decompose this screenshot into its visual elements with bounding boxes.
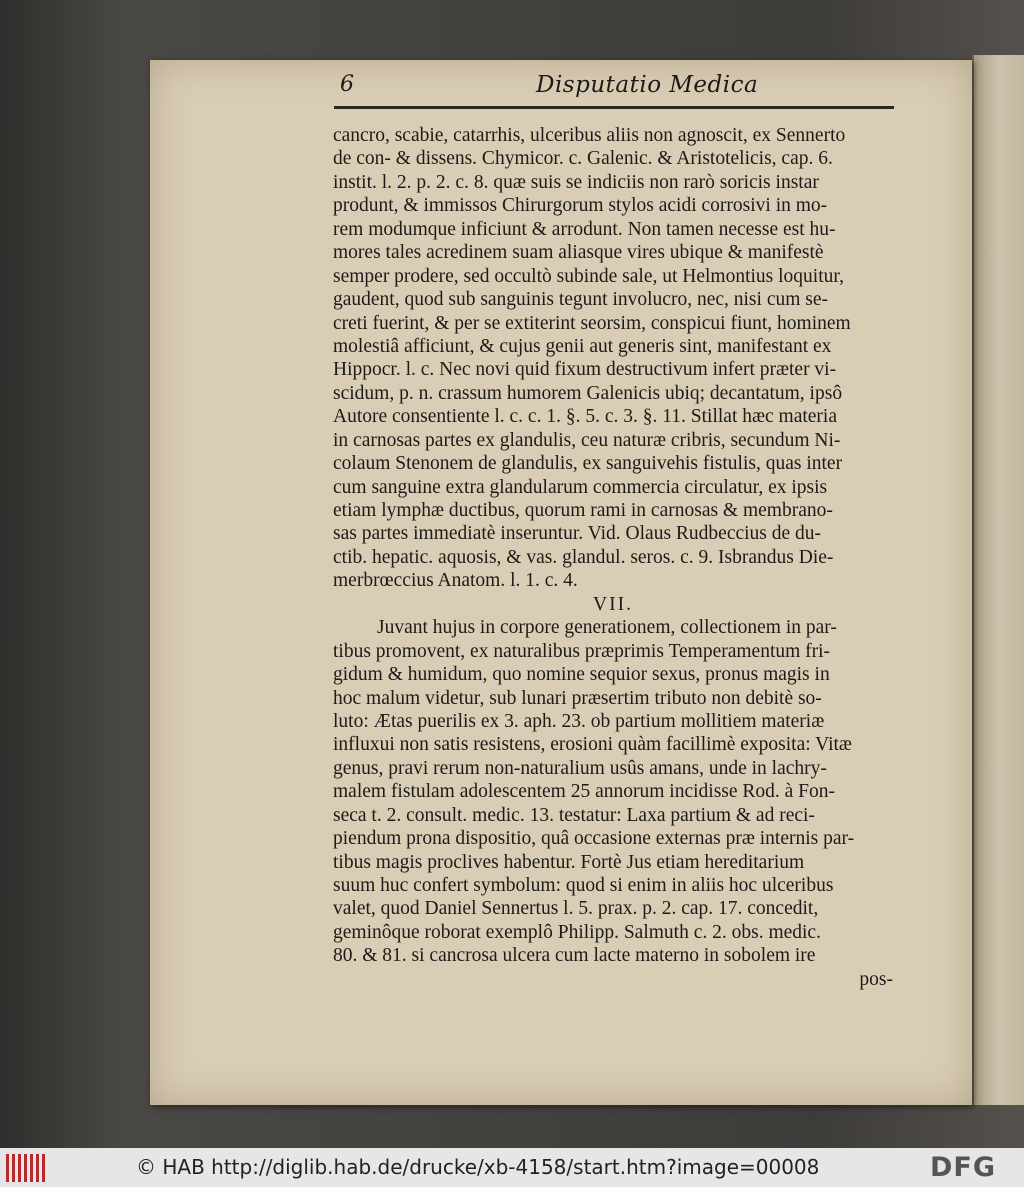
- text-line: 80. & 81. si cancrosa ulcera cum lacte materno in sobolem ire: [333, 945, 816, 967]
- text-line: tibus magis proclives habentur. Fortè Jus etiam hereditarium: [333, 851, 805, 873]
- section-heading: VII.: [593, 593, 633, 615]
- text-line: produnt, & immissos Chirurgorum stylos acidi corrosivi in mo-: [333, 195, 828, 217]
- text-line: Autore consentiente l. c. c. 1. §. 5. c. 3. §. 11. Stillat hæc materia: [333, 406, 837, 428]
- page-number: 6: [340, 72, 354, 97]
- text-line: tibus promovent, ex naturalibus præprimis Temperamentum fri-: [333, 640, 831, 662]
- hab-logo-icon[interactable]: [6, 1154, 46, 1182]
- text-line: mores tales acredinem suam aliasque vires ubique & manifestè: [333, 242, 824, 264]
- catchword: pos-: [859, 968, 893, 990]
- text-line: piendum prona dispositio, quâ occasione externas præ internis par-: [333, 828, 855, 850]
- text-line: scidum, p. n. crassum humorem Galenicis ubiq; decantatum, ipsô: [333, 382, 843, 404]
- text-line: in carnosas partes ex glandulis, ceu naturæ cribris, secundum Ni-: [333, 429, 841, 451]
- text-line: influxui non satis resistens, erosioni quàm facillimè exposita: Vitæ: [333, 734, 852, 756]
- text-line: etiam lymphæ ductibus, quorum rami in carnosas & membrano-: [333, 500, 833, 521]
- text-line: Hippocr. l. c. Nec novi quid fixum destructivum infert præter vi-: [333, 359, 837, 381]
- header-rule: [334, 106, 894, 109]
- text-line: geminôque roborat exemplô Philipp. Salmuth c. 2. obs. medic.: [333, 921, 821, 943]
- text-line: Juvant hujus in corpore generationem, collectionem in par-: [377, 617, 837, 639]
- text-line: merbrœccius Anatom. l. 1. c. 4.: [333, 570, 578, 592]
- text-line: gidum & humidum, quo nomine sequior sexus, pronus magis in: [333, 664, 830, 686]
- text-line: rem modumque inficiunt & arrodunt. Non tamen necesse est hu-: [333, 218, 836, 240]
- text-line: malem fistulam adolescentem 25 annorum incidisse Rod. à Fon-: [333, 781, 836, 803]
- text-line: cancro, scabie, catarrhis, ulceribus aliis non agnoscit, ex Sennerto: [333, 125, 846, 146]
- copyright-link[interactable]: © HAB http://diglib.hab.de/drucke/xb-4158/start.htm?image=00008: [136, 1155, 820, 1179]
- text-line: genus, pravi rerum non-naturalium usûs amans, unde in lachry-: [333, 757, 827, 779]
- text-line: gaudent, quod sub sanguinis tegunt involucro, nec, nisi cum se-: [333, 289, 829, 311]
- facing-page-edge: [972, 55, 1024, 1105]
- page-text: [333, 124, 893, 991]
- text-line: hoc malum videtur, sub lunari præsertim tributo non debitè so-: [333, 687, 822, 709]
- text-line: molestiâ afficiunt, & cujus genii aut generis sint, manifestant ex: [333, 335, 832, 357]
- text-line: semper prodere, sed occultò subinde sale, ut Helmontius loquitur,: [333, 265, 844, 287]
- text-line: colaum Stenonem de glandulis, ex sanguivehis fistulis, quas inter: [333, 453, 843, 475]
- text-line: ctib. hepatic. aquosis, & vas. glandul. seros. c. 9. Isbrandus Die-: [333, 546, 834, 568]
- dfg-logo[interactable]: DFG: [930, 1152, 997, 1183]
- text-line: cum sanguine extra glandularum commercia circulatur, ex ipsis: [333, 476, 828, 498]
- viewer-footer: [0, 1148, 1024, 1187]
- text-line: suum huc confert symbolum: quod si enim in aliis hoc ulceribus: [333, 875, 834, 896]
- text-line: luto: Ætas puerilis ex 3. aph. 23. ob partium mollitiem materiæ: [333, 710, 825, 732]
- text-line: instit. l. 2. p. 2. c. 8. quæ suis se indiciis non rarò soricis instar: [333, 171, 819, 193]
- text-line: sas partes immediatè inseruntur. Vid. Olaus Rudbeccius de du-: [333, 523, 822, 545]
- text-line: valet, quod Daniel Sennertus l. 5. prax. p. 2. cap. 17. concedit,: [333, 898, 819, 920]
- running-title: Disputatio Medica: [536, 72, 759, 98]
- text-line: creti fuerint, & per se extiterint seorsim, conspicui fiunt, hominem: [333, 312, 851, 334]
- text-line: de con- & dissens. Chymicor. c. Galenic. & Aristotelicis, cap. 6.: [333, 148, 833, 170]
- text-line: seca t. 2. consult. medic. 13. testatur: Laxa partium & ad reci-: [333, 804, 815, 826]
